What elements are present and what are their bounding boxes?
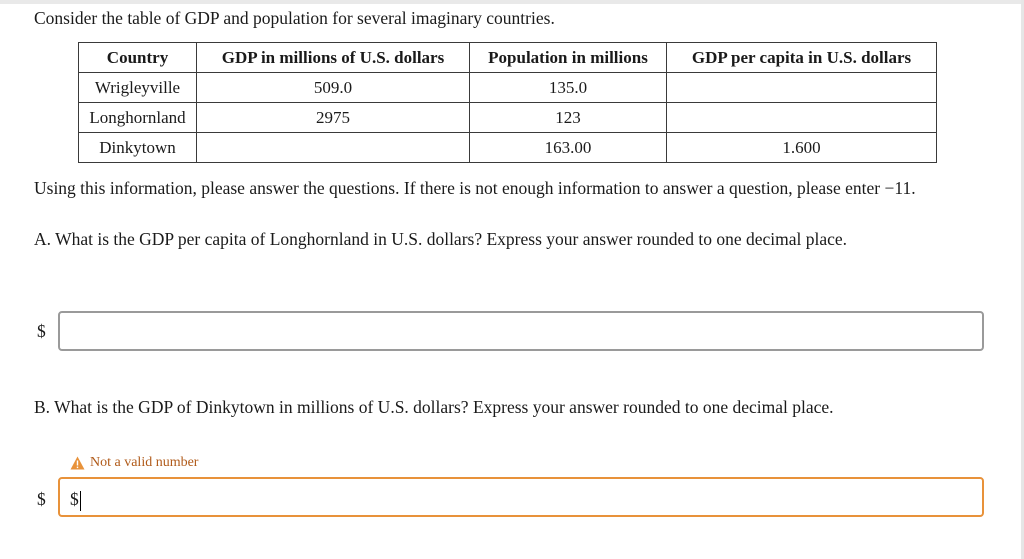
cell-gdp-per-capita: 1.600 [667,133,937,163]
header-gdp: GDP in millions of U.S. dollars [197,43,470,73]
instructions-text: Using this information, please answer the questions. If there is not enough information to answer a question, please enter −11. [34,178,916,198]
table-row [79,103,937,133]
cell-population: 163.00 [470,133,667,163]
cell-gdp-per-capita [667,73,937,103]
cell-population: 123 [470,103,667,133]
question-a-prefix: $ [37,321,46,341]
header-country: Country [79,43,197,73]
table-row [79,133,937,163]
gdp-table [78,42,937,163]
warning-icon [70,456,85,470]
text-caret [80,491,81,511]
table-header-row [79,43,937,73]
cell-gdp [197,133,470,163]
question-b-prefix: $ [37,489,46,509]
cell-gdp: 2975 [197,103,470,133]
question-a-text: A. What is the GDP per capita of Longhornland in U.S. dollars? Express your answer rounded to one decimal place. [34,229,848,249]
top-border [0,0,1024,4]
table-row [79,73,937,103]
cell-country: Wrigleyville [79,73,197,103]
question-b-typed-value[interactable]: $ [70,489,79,509]
question-b-text: B. What is the GDP of Dinkytown in millions of U.S. dollars? Express your answer rounded to one decimal place. [34,397,834,417]
cell-gdp: 509.0 [197,73,470,103]
cell-population: 135.0 [470,73,667,103]
header-gdp-per-capita: GDP per capita in U.S. dollars [667,43,937,73]
question-b-answer-input[interactable] [58,477,984,517]
validation-message: Not a valid number [90,455,199,470]
cell-gdp-per-capita [667,103,937,133]
cell-country: Dinkytown [79,133,197,163]
cell-country: Longhornland [79,103,197,133]
validation-warning [70,455,198,471]
header-population: Population in millions [470,43,667,73]
intro-text: Consider the table of GDP and population for several imaginary countries. [34,8,555,28]
question-a-answer-input[interactable] [58,311,984,351]
